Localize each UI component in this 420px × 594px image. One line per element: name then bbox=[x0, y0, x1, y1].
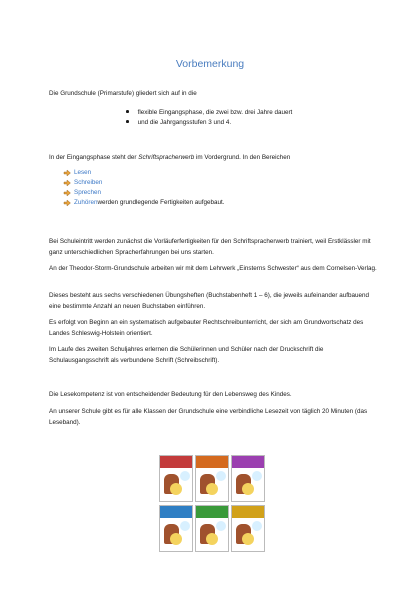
area-item bbox=[63, 168, 225, 178]
area-link-zuhoeren[interactable]: Zuhören bbox=[74, 199, 98, 206]
workbook-cover bbox=[231, 455, 265, 502]
workbook-cover bbox=[195, 455, 229, 502]
arrow-bullet-icon bbox=[63, 189, 71, 197]
arrow-bullet-icon bbox=[63, 199, 71, 207]
workbook-cover bbox=[159, 455, 193, 502]
workbook-cover bbox=[231, 505, 265, 552]
intro-text: Die Grundschule (Primarstufe) gliedert sich auf in die bbox=[49, 90, 197, 97]
area-item bbox=[63, 178, 225, 188]
area-link-schreiben[interactable]: Schreiben bbox=[74, 179, 103, 186]
bullet-dot-icon bbox=[126, 110, 129, 113]
paragraph-leseband: An unserer Schule gibt es für alle Klassen der Grundschule eine verbindliche Lesezeit von täglich 20 Minuten (das Leseband). bbox=[49, 408, 368, 426]
paragraph-schuleintritt: Bei Schuleintritt werden zunächst die Vorläuferfertigkeiten für den Schriftspracherwerb trainiert, weil Erstklässler mit ganz unterschiedlichen Spracherfahrungen bei uns starten. bbox=[49, 238, 371, 256]
area-link-sprechen[interactable]: Sprechen bbox=[74, 189, 101, 196]
bullet-dot-icon bbox=[126, 120, 129, 123]
workbook-cover bbox=[195, 505, 229, 552]
paragraph-uebungshefte: Dieses besteht aus sechs verschiedenen Übungsheften (Buchstabenheft 1 – 6), die jeweils aufeinander aufbauend eine bestimmte Anzahl an neuen Buchstaben einführen. bbox=[49, 292, 369, 310]
workbook-covers-image bbox=[159, 455, 264, 551]
workbook-cover bbox=[159, 505, 193, 552]
area-item: Zuhören werden grundlegende Fertigkeiten aufgebaut. bbox=[63, 198, 225, 208]
arrow-bullet-icon bbox=[63, 169, 71, 177]
bullet-item: flexible Eingangsphase, die zwei bzw. drei Jahre dauert bbox=[126, 108, 292, 118]
bullet-item: und die Jahrgangsstufen 3 und 4. bbox=[126, 118, 292, 128]
paragraph-lesekompetenz: Die Lesekompetenz ist von entscheidender Bedeutung für den Lebensweg des Kindes. bbox=[49, 391, 292, 398]
page-title: Vorbemerkung bbox=[175, 58, 245, 70]
paragraph-lehrwerk: An der Theodor-Storm-Grundschule arbeiten wir mit dem Lehrwerk „Einsterns Schwester“ aus dem Cornelsen-Verlag. bbox=[49, 265, 377, 272]
paragraph-rechtschreibung: Es erfolgt von Beginn an ein systematisch aufgebauter Rechtschreibunterricht, der sich am Grundwortschatz des Landes Schleswig-Holstein orientiert. bbox=[49, 319, 364, 337]
area-link-lesen[interactable]: Lesen bbox=[74, 169, 92, 176]
eingang-text: In der Eingangsphase steht der Schriftspracherwerb im Vordergrund. In den Bereichen bbox=[49, 154, 291, 161]
bullet-list bbox=[126, 108, 292, 128]
paragraph-schreibschrift: Im Laufe des zweiten Schuljahres erlernen die Schülerinnen und Schüler nach der Druckschrift die Schulausgangsschrift als verbundene Schrift (Schreibschrift). bbox=[49, 346, 324, 364]
arrow-bullet-icon bbox=[63, 179, 71, 187]
schriftspracherwerb-emphasis: Schriftspracherwerb bbox=[138, 154, 195, 161]
area-item bbox=[63, 188, 225, 198]
areas-list bbox=[63, 168, 225, 208]
